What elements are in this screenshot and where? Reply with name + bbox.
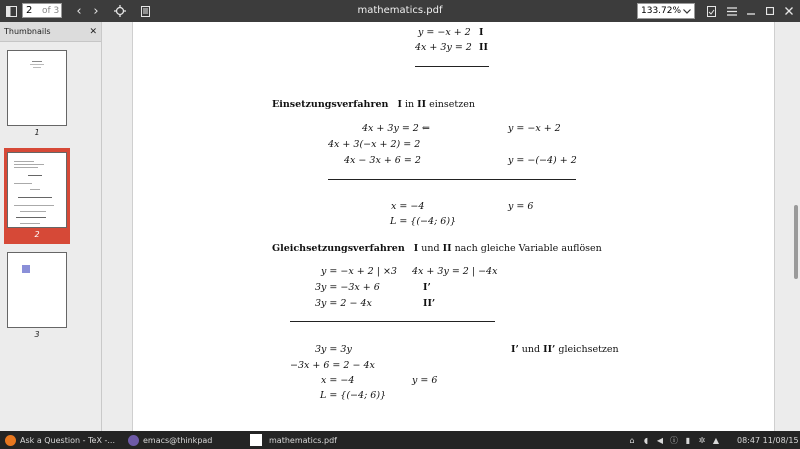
result: y = 6 [412, 375, 438, 386]
equation: y = −x + 2 [418, 27, 471, 38]
sync-icon[interactable]: ◖ [643, 435, 649, 445]
tray-icons [625, 431, 723, 449]
volume-icon[interactable]: ◀ [656, 435, 664, 445]
previous-page-icon[interactable]: ‹ [76, 3, 82, 19]
equation: y = −x + 2 | ×3 [321, 266, 397, 277]
taskbar-item-browser[interactable] [5, 431, 115, 449]
task-label: Ask a Question - TeX -... [20, 435, 116, 445]
next-page-icon[interactable]: › [93, 3, 99, 19]
firefox-icon [5, 435, 16, 446]
result: x = −4 [321, 375, 355, 386]
section-heading: Einsetzungsverfahren I in II einsetzen [272, 99, 475, 110]
bluetooth-icon[interactable]: ✲ [698, 435, 706, 445]
thumbnail-label: 1 [34, 128, 40, 137]
taskbar-item-pdf[interactable] [250, 431, 337, 449]
battery-icon[interactable]: ▮ [685, 435, 691, 445]
taskbar-item-emacs[interactable] [128, 431, 212, 449]
menu-icon[interactable] [725, 0, 739, 22]
pdf-page [132, 22, 775, 431]
thumbnail-label: 2 [34, 230, 40, 239]
equation: 4x − 3x + 6 = 2 [344, 155, 421, 166]
minimize-icon[interactable] [744, 0, 758, 22]
equation: 3y = 2 − 4x [315, 298, 372, 309]
annotation: I’ und II’ gleichsetzen [511, 344, 619, 355]
maximize-icon[interactable] [763, 0, 777, 22]
equation: y = −x + 2 [508, 123, 561, 134]
divider [328, 179, 576, 180]
thumbnail-page-3[interactable] [7, 252, 67, 328]
save-document-icon[interactable] [704, 0, 718, 22]
sidebar-toggle-icon[interactable] [3, 0, 19, 22]
equation: 3y = 3y [315, 344, 352, 355]
vertical-scrollbar[interactable] [794, 205, 798, 279]
thumbnail-page-2[interactable] [7, 152, 67, 228]
thumbnail-label: 3 [34, 330, 40, 339]
document-view[interactable] [102, 22, 800, 431]
result: L = {(−4; 6)} [390, 216, 457, 227]
sidebar-title: Thumbnails [4, 27, 51, 36]
close-icon[interactable]: ✕ [89, 27, 97, 37]
zoom-value: 133.72% [641, 6, 682, 16]
divider [290, 321, 495, 322]
equation-tag: II [479, 42, 488, 53]
page-count: of 3 [42, 5, 60, 16]
thumbnail-page-1[interactable] [7, 50, 67, 126]
document-icon [250, 434, 262, 446]
page-number-input[interactable] [22, 3, 62, 18]
home-icon[interactable]: ⌂ [629, 435, 635, 445]
task-label: mathematics.pdf [269, 435, 337, 445]
section-heading: Gleichsetzungsverfahren I und II nach gleiche Variable auflösen [272, 243, 602, 254]
clock[interactable]: 08:47 11/08/15 [737, 435, 799, 445]
properties-icon[interactable] [138, 0, 152, 22]
info-icon[interactable]: ⓘ [670, 435, 678, 445]
equation: 4x + 3y = 2 [415, 42, 472, 53]
notification-icon[interactable]: ▲ [712, 435, 720, 445]
equation: y = −(−4) + 2 [508, 155, 577, 166]
equation: 4x + 3y = 2 | −4x [412, 266, 498, 277]
chevron-down-icon[interactable] [679, 3, 695, 19]
equation: −3x + 6 = 2 − 4x [290, 360, 375, 371]
result: x = −4 [391, 201, 425, 212]
equation-tag: I’ [423, 282, 431, 293]
window-title: mathematics.pdf [357, 5, 443, 16]
emacs-icon [128, 435, 139, 446]
thumbnail-image [22, 265, 30, 273]
equation-tag: I [479, 27, 484, 38]
taskbar [0, 431, 800, 449]
thumbnails-sidebar [0, 22, 102, 431]
result: y = 6 [508, 201, 534, 212]
toolbar [0, 0, 800, 22]
navigate-icon[interactable] [112, 0, 128, 22]
divider [415, 66, 489, 67]
result: L = {(−4; 6)} [320, 390, 387, 401]
task-label: emacs@thinkpad [143, 435, 213, 445]
page-current[interactable]: 2 [26, 5, 33, 16]
close-window-icon[interactable] [782, 0, 796, 22]
equation: 4x + 3(−x + 2) = 2 [328, 139, 421, 150]
equation: 4x + 3y = 2 ⇐ [362, 123, 430, 134]
sidebar-header [0, 22, 101, 42]
equation: 3y = −3x + 6 [315, 282, 380, 293]
equation-tag: II’ [423, 298, 436, 309]
